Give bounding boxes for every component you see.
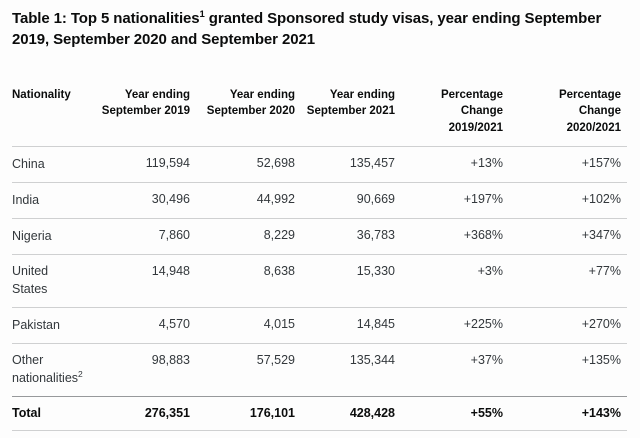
cell-value: 30,496: [82, 182, 190, 218]
cell-value: 14,948: [82, 254, 190, 307]
cell-value: +225%: [395, 307, 503, 343]
column-header-year-2020: Year ending September 2020: [206, 88, 295, 118]
cell-value: 135,344: [295, 343, 395, 396]
cell-total-value: 176,101: [190, 396, 295, 431]
cell-total-value: +143%: [503, 396, 627, 431]
column-header-year-2019: Year ending September 2019: [101, 88, 190, 118]
cell-total-label: Total: [12, 396, 82, 431]
table-row-other-nationalities: [12, 343, 627, 396]
cell-total-value: 276,351: [82, 396, 190, 431]
table-row-united-states: [12, 254, 627, 307]
column-header-nationality: Nationality: [12, 88, 71, 101]
cell-nationality: China: [12, 146, 82, 182]
table-row-nigeria: [12, 218, 627, 254]
cell-value: +197%: [395, 182, 503, 218]
table-total-row: [12, 396, 627, 431]
title-text: Table 1: Top 5 nationalities: [12, 10, 200, 27]
cell-nationality: India: [12, 182, 82, 218]
title-footnote-marker: 1: [199, 9, 205, 20]
table-row-pakistan: [12, 307, 627, 343]
table-row-india: [12, 182, 627, 218]
visa-statistics-table: [12, 87, 627, 432]
table-row-china: [12, 146, 627, 182]
table-header: [12, 87, 627, 147]
cell-value: +270%: [503, 307, 627, 343]
table-body: [12, 146, 627, 431]
cell-value: 98,883: [82, 343, 190, 396]
cell-value: 4,015: [190, 307, 295, 343]
cell-value: 44,992: [190, 182, 295, 218]
cell-value: +157%: [503, 146, 627, 182]
cell-value: 57,529: [190, 343, 295, 396]
cell-value: 14,845: [295, 307, 395, 343]
cell-value: 8,638: [190, 254, 295, 307]
cell-value: +102%: [503, 182, 627, 218]
cell-nationality: Nigeria: [12, 218, 82, 254]
cell-value: +77%: [503, 254, 627, 307]
cell-value: 7,860: [82, 218, 190, 254]
cell-total-value: 428,428: [295, 396, 395, 431]
header-row: [12, 87, 627, 147]
cell-value: +368%: [395, 218, 503, 254]
cell-value: +135%: [503, 343, 627, 396]
cell-value: +13%: [395, 146, 503, 182]
cell-value: 36,783: [295, 218, 395, 254]
cell-value: 119,594: [82, 146, 190, 182]
cell-value: 15,330: [295, 254, 395, 307]
cell-nationality: Pakistan: [12, 307, 82, 343]
page-title: [12, 8, 624, 51]
column-header-pct-change-2020-2021: Percentage Change 2020/2021: [558, 88, 621, 134]
cell-value: +3%: [395, 254, 503, 307]
cell-value: 135,457: [295, 146, 395, 182]
cell-nationality: United States: [12, 254, 82, 307]
cell-value: 4,570: [82, 307, 190, 343]
footnote-marker: 2: [78, 368, 83, 379]
cell-value: 52,698: [190, 146, 295, 182]
title-text-rest: granted Sponsored study visas, year ending September 2019, September 2020 and September 2021: [12, 10, 602, 49]
cell-value: 90,669: [295, 182, 395, 218]
column-header-year-2021: Year ending September 2021: [306, 88, 395, 118]
cell-value: +347%: [503, 218, 627, 254]
column-header-pct-change-2019-2021: Percentage Change 2019/2021: [440, 88, 503, 134]
cell-nationality: Other nationalities$^2$: [12, 343, 82, 396]
cell-value: +37%: [395, 343, 503, 396]
cell-value: 8,229: [190, 218, 295, 254]
cell-total-value: +55%: [395, 396, 503, 431]
